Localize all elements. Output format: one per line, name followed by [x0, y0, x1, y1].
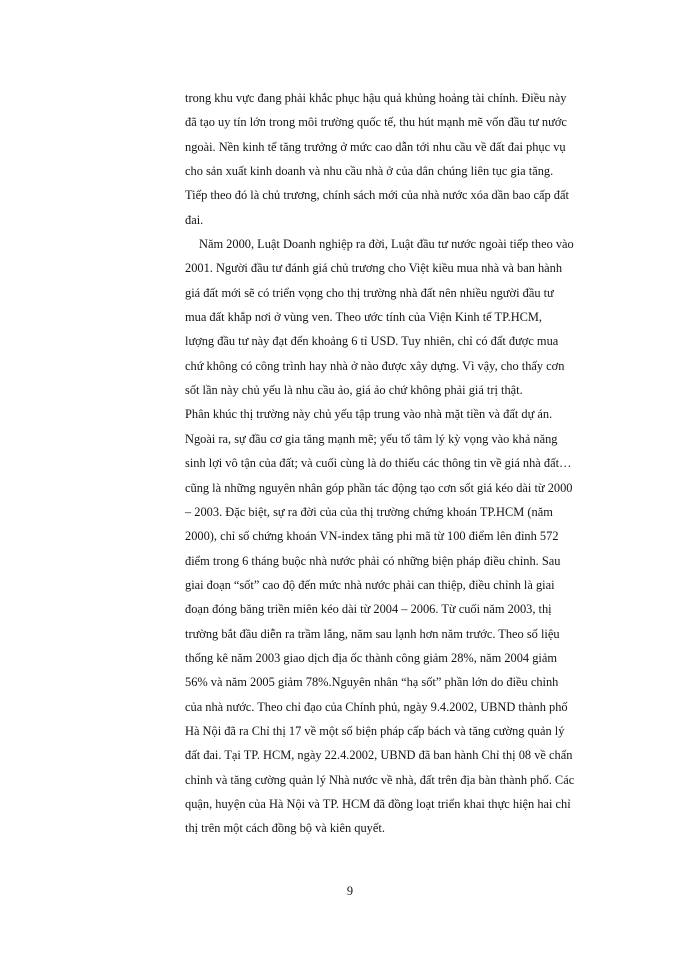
text-line: Phân khúc thị trường này chủ yếu tập trung vào nhà mặt tiền và đất dự án.	[185, 407, 553, 422]
text-line: Hà Nội đã ra Chỉ thị 17 về một số biện pháp cấp bách và tăng cường quản lý	[185, 723, 565, 738]
text-line: giá đất mới sẽ có triển vọng cho thị trường nhà đất nên nhiều người đầu tư	[185, 285, 554, 300]
text-line: mua đất khắp nơi ở vùng ven. Theo ước tính của Viện Kinh tế TP.HCM,	[185, 310, 543, 325]
text-line: cũng là những nguyên nhân góp phần tác động tạo cơn sốt giá kéo dài từ 2000	[185, 480, 573, 495]
text-line: sinh lợi vô tận của đất; và cuối cùng là do thiếu các thông tin về giá nhà đất…	[185, 456, 572, 471]
text-line: của nhà nước. Theo chỉ đạo của Chính phủ, ngày 9.4.2002, UBND thành phố	[185, 699, 568, 714]
text-line: lượng đầu tư này đạt đến khoảng 6 tỉ USD. Tuy nhiên, chỉ có đất được mua	[185, 334, 559, 349]
text-line: đất đai. Tại TP. HCM, ngày 22.4.2002, UBND đã ban hành Chỉ thị 08 về chấn	[185, 748, 573, 763]
text-line: thị trên một cách đồng bộ và kiên quyết.	[185, 821, 385, 836]
paragraph	[185, 232, 574, 402]
text-line: – 2003. Đặc biệt, sự ra đời của của thị trường chứng khoán TP.HCM (năm	[185, 504, 553, 519]
text-line: cho sản xuất kinh doanh và nhu cầu nhà ở của dân chúng liên tục gia tăng.	[185, 164, 554, 179]
text-line: Ngoài ra, sự đầu cơ gia tăng mạnh mẽ; yếu tố tâm lý kỳ vọng vào khả năng	[185, 431, 558, 446]
text-line: 2001. Người đầu tư đánh giá chủ trương cho Việt kiều mua nhà và ban hành	[185, 261, 563, 276]
text-line: điểm trong 6 tháng buộc nhà nước phải có những biện pháp điều chỉnh. Sau	[185, 553, 561, 568]
text-line: đã tạo uy tín lớn trong môi trường quốc tế, thu hút mạnh mẽ vốn đầu tư nước	[185, 115, 567, 130]
text-line: quận, huyện của Hà Nội và TP. HCM đã đồng loạt triển khai thực hiện hai chỉ	[185, 796, 571, 811]
text-line: thống kê năm 2003 giao dịch địa ốc thành công giảm 28%, năm 2004 giảm	[185, 650, 557, 665]
text-line: ngoài. Nền kinh tế tăng trưởng ở mức cao dẫn tới nhu cầu về đất đai phục vụ	[185, 139, 566, 154]
text-line: trường bắt đầu diễn ra trầm lắng, năm sau lạnh hơn năm trước. Theo số liệu	[185, 626, 560, 641]
text-line: trong khu vực đang phải khắc phục hậu quả khủng hoảng tài chính. Điều này	[185, 91, 567, 105]
text-line: Năm 2000, Luật Doanh nghiệp ra đời, Luật đầu tư nước ngoài tiếp theo vào	[199, 237, 574, 252]
text-line: 56% và năm 2005 giảm 78%.Nguyên nhân “hạ sốt” phần lớn do điều chỉnh	[185, 675, 559, 690]
body-text	[185, 86, 575, 841]
text-line: đai.	[185, 212, 204, 227]
text-line: giai đoạn “sốt” cao độ đến mức nhà nước phải can thiệp, điều chỉnh là giai	[185, 577, 555, 592]
page-number: 9	[346, 884, 354, 898]
text-line: chỉnh và tăng cường quản lý Nhà nước về nhà, đất trên địa bàn thành phố. Các	[185, 772, 575, 787]
text-line: Tiếp theo đó là chủ trương, chính sách mới của nhà nước xóa dần bao cấp đất	[185, 188, 569, 203]
text-line: đoạn đóng băng triền miên kéo dài từ 2004 – 2006. Từ cuối năm 2003, thị	[185, 602, 552, 617]
text-line: chứ không có công trình hay nhà ở nào được xây dựng. Vì vậy, cho thấy cơn	[185, 358, 565, 373]
paragraph	[185, 86, 569, 232]
text-line: sốt lần này chủ yếu là nhu cầu ảo, giá ảo chứ không phải giá trị thật.	[185, 383, 523, 398]
paragraph	[185, 402, 575, 840]
text-line: 2000), chỉ số chứng khoán VN-index tăng phi mã từ 100 điểm lên đỉnh 572	[185, 529, 559, 544]
